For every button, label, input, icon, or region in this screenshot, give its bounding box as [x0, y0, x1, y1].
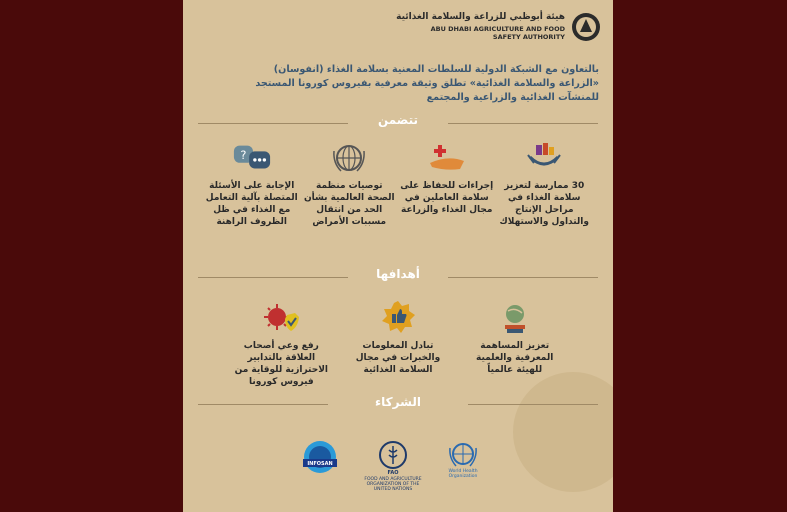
- poster: [183, 0, 613, 512]
- goal-item: [340, 300, 457, 388]
- intro-line-3: للمنشآت الغذائية والزراعية والمجتمع: [426, 92, 599, 103]
- section-title-contents: تتضمن: [377, 113, 419, 127]
- content-item: [203, 140, 301, 228]
- partner-infosan: [303, 440, 337, 467]
- thumbs-up-badge-icon: [378, 300, 418, 336]
- food-hands-icon: [524, 140, 564, 176]
- infosan-logo-icon: [303, 440, 337, 474]
- faq-bubbles-icon: [232, 140, 272, 176]
- fao-label: FOOD AND AGRICULTURE ORGANIZATION OF THE UNITED NATIONS: [364, 477, 422, 492]
- content-item-text: الإجابة على الأسئلة المتصلة بآلية التعامل مع الغذاء في ظل الظروف الراهنة: [205, 181, 298, 227]
- content-item: [398, 140, 496, 228]
- authority-name-en: ABU DHABI AGRICULTURE AND FOOD SAFETY AUTHORITY: [430, 25, 565, 41]
- virus-shield-icon: [261, 300, 301, 336]
- goal-item: [223, 300, 340, 388]
- fao-mark: FAO: [387, 470, 399, 476]
- falcon-emblem-icon: [571, 10, 601, 44]
- authority-name-ar: هيئة أبوظبي للزراعة والسلامة الغذائية: [396, 12, 565, 22]
- content-item: [301, 140, 399, 228]
- header: [183, 8, 613, 48]
- content-item-text: إجراءات للحفاظ على سلامة العاملين في مجال الغذاء والزراعة: [400, 181, 494, 215]
- content-item-text: 30 ممارسة لتعزيز سلامة الغذاء في مراحل الإنتاج والتداول والاستهلاك: [499, 181, 589, 227]
- partner-fao: [363, 440, 423, 492]
- goal-item-text: تعزيز المساهمة المعرفية والعلمية للهيئة عالمياً: [475, 341, 554, 375]
- virus-decoration: [513, 372, 613, 492]
- intro-line-2: «الزراعة والسلامة الغذائية» تطلق وثيقة معرفية بفيروس كورونا المستجد: [255, 78, 599, 89]
- goal-item-text: تبادل المعلومات والخبرات في مجال السلامة الغذائية: [355, 341, 441, 375]
- partner-who: [443, 440, 483, 479]
- intro-line-1: بالتعاون مع الشبكة الدولية للسلطات المعنية بسلامة الغذاء (انفوسان): [273, 64, 599, 75]
- contents-list: [203, 140, 593, 228]
- who-label: World Health Organization: [448, 469, 478, 479]
- who-logo-icon: [448, 440, 478, 468]
- intro-text: [193, 63, 599, 105]
- who-emblem-icon: [329, 140, 369, 176]
- goal-item: [456, 300, 573, 388]
- content-item: [496, 140, 594, 228]
- section-title-partners: الشركاء: [375, 395, 421, 409]
- medical-hand-icon: [427, 140, 467, 176]
- goals-list: [223, 300, 573, 388]
- section-title-goals: أهدافها: [376, 267, 420, 281]
- fao-logo-icon: [378, 440, 408, 470]
- infosan-label: INFOSAN: [307, 461, 333, 467]
- goal-item-text: رفع وعي أصحاب العلاقة بالتدابير الاحترازية للوقاية من فيروس كورونا: [234, 341, 329, 387]
- partner-logos: [303, 440, 493, 490]
- globe-books-icon: [495, 300, 535, 336]
- svg-text:?: ?: [240, 147, 247, 162]
- content-item-text: توصيات منظمة الصحة العالمية بشأن الحد من انتقال مسببات الأمراض: [303, 181, 395, 227]
